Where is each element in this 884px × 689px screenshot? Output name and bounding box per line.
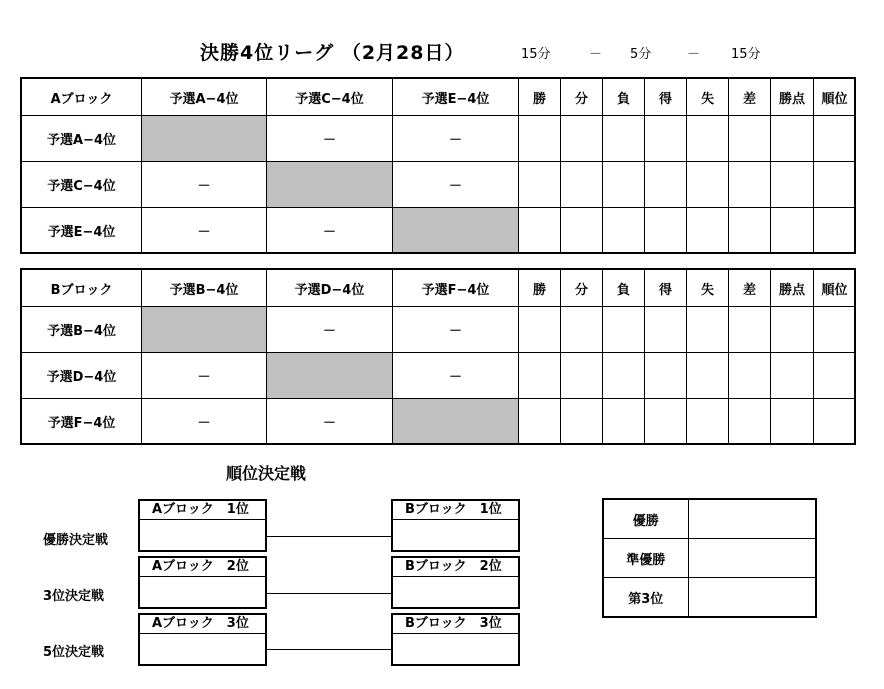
stat-cell: [519, 116, 561, 162]
slot-label: Aブロック 2位: [140, 558, 265, 577]
time-first-half: 15分: [521, 47, 551, 62]
stat-cell: [519, 307, 561, 353]
row-team: 予選E−4位: [22, 208, 142, 254]
stat-cell: [771, 116, 814, 162]
column-losses: 負: [603, 270, 645, 307]
self-match-cell: [142, 116, 267, 162]
bracket-slot-left: [138, 499, 267, 552]
self-match-cell: [393, 399, 519, 445]
bracket-connector: [267, 536, 391, 537]
table-row: [22, 116, 856, 162]
stat-cell: [561, 353, 603, 399]
match-result-cell: －: [393, 162, 519, 208]
block-name: Bブロック: [22, 270, 142, 307]
match-label: 3位決定戦: [43, 589, 105, 604]
league-table-block-a: [21, 78, 856, 254]
bracket-connector: [267, 593, 391, 594]
column-team: 予選E−4位: [393, 79, 519, 116]
stat-cell: [687, 116, 729, 162]
stat-cell: [561, 162, 603, 208]
bracket-slot-left: [138, 613, 267, 666]
result-value: [688, 499, 816, 539]
stat-cell: [771, 208, 814, 254]
column-wins: 勝: [519, 79, 561, 116]
stat-cell: [814, 162, 856, 208]
column-team: 予選B−4位: [142, 270, 267, 307]
stat-cell: [519, 353, 561, 399]
bracket-slot-right: [391, 556, 520, 609]
self-match-cell: [267, 353, 393, 399]
stat-cell: [729, 353, 771, 399]
column-goals-for: 得: [645, 79, 687, 116]
stat-cell: [603, 116, 645, 162]
stat-cell: [561, 116, 603, 162]
stat-cell: [645, 353, 687, 399]
stat-cell: [603, 208, 645, 254]
stat-cell: [519, 208, 561, 254]
stat-cell: [814, 307, 856, 353]
self-match-cell: [142, 307, 267, 353]
column-wins: 勝: [519, 270, 561, 307]
result-value: [688, 578, 816, 618]
self-match-cell: [267, 162, 393, 208]
league-table-block-b: [21, 269, 856, 445]
match-result-cell: －: [393, 307, 519, 353]
match-result-cell: －: [393, 353, 519, 399]
stat-cell: [814, 208, 856, 254]
bracket-slot-right: [391, 499, 520, 552]
stat-cell: [645, 116, 687, 162]
stat-cell: [519, 399, 561, 445]
column-rank: 順位: [814, 79, 856, 116]
match-result-cell: －: [142, 353, 267, 399]
stat-cell: [603, 399, 645, 445]
stat-cell: [814, 399, 856, 445]
column-goals-for: 得: [645, 270, 687, 307]
stat-cell: [561, 208, 603, 254]
time-separator: －: [687, 47, 701, 62]
column-team: 予選A−4位: [142, 79, 267, 116]
stat-cell: [729, 208, 771, 254]
table-row: [22, 208, 856, 254]
row-team: 予選D−4位: [22, 353, 142, 399]
time-second-half: 15分: [731, 47, 761, 62]
stat-cell: [645, 399, 687, 445]
result-label-champion: 優勝: [603, 499, 688, 539]
self-match-cell: [393, 208, 519, 254]
block-name: Aブロック: [22, 79, 142, 116]
stat-cell: [814, 353, 856, 399]
table-row: [22, 307, 856, 353]
table-row: [22, 162, 856, 208]
column-goal-difference: 差: [729, 270, 771, 307]
table-row: [22, 353, 856, 399]
column-team: 予選C−4位: [267, 79, 393, 116]
stat-cell: [771, 307, 814, 353]
bracket-slot-right: [391, 613, 520, 666]
match-result-cell: －: [393, 116, 519, 162]
stat-cell: [645, 208, 687, 254]
stat-cell: [729, 307, 771, 353]
stat-cell: [519, 162, 561, 208]
stat-cell: [645, 307, 687, 353]
stat-cell: [729, 162, 771, 208]
column-team: 予選F−4位: [393, 270, 519, 307]
slot-label: Bブロック 1位: [393, 501, 518, 520]
stat-cell: [771, 353, 814, 399]
match-result-cell: －: [267, 116, 393, 162]
row-team: 予選C−4位: [22, 162, 142, 208]
stat-cell: [771, 162, 814, 208]
column-goal-difference: 差: [729, 79, 771, 116]
stat-cell: [814, 116, 856, 162]
stat-cell: [561, 399, 603, 445]
column-goals-against: 失: [687, 79, 729, 116]
stat-cell: [729, 399, 771, 445]
column-goals-against: 失: [687, 270, 729, 307]
row-team: 予選A−4位: [22, 116, 142, 162]
stat-cell: [687, 307, 729, 353]
column-draws: 分: [561, 79, 603, 116]
stat-cell: [561, 307, 603, 353]
match-result-cell: －: [267, 307, 393, 353]
slot-label: Bブロック 3位: [393, 615, 518, 634]
slot-label: Aブロック 3位: [140, 615, 265, 634]
column-points: 勝点: [771, 270, 814, 307]
result-value: [688, 539, 816, 578]
match-label: 優勝決定戦: [43, 533, 109, 548]
match-result-cell: －: [267, 399, 393, 445]
column-points: 勝点: [771, 79, 814, 116]
slot-label: Aブロック 1位: [140, 501, 265, 520]
stat-cell: [729, 116, 771, 162]
time-separator: －: [589, 47, 603, 62]
stat-cell: [603, 307, 645, 353]
match-result-cell: －: [142, 208, 267, 254]
column-rank: 順位: [814, 270, 856, 307]
stat-cell: [771, 399, 814, 445]
table-row: [22, 399, 856, 445]
page-title: 決勝4位リーグ （2月28日）: [200, 42, 465, 64]
match-result-cell: －: [267, 208, 393, 254]
stat-cell: [687, 162, 729, 208]
row-team: 予選F−4位: [22, 399, 142, 445]
column-draws: 分: [561, 270, 603, 307]
stat-cell: [687, 353, 729, 399]
match-label: 5位決定戦: [43, 645, 105, 660]
row-team: 予選B−4位: [22, 307, 142, 353]
stat-cell: [603, 162, 645, 208]
slot-label: Bブロック 2位: [393, 558, 518, 577]
match-result-cell: －: [142, 162, 267, 208]
result-label-runner-up: 準優勝: [603, 539, 688, 578]
stat-cell: [603, 353, 645, 399]
column-team: 予選D−4位: [267, 270, 393, 307]
bracket-slot-left: [138, 556, 267, 609]
match-result-cell: －: [142, 399, 267, 445]
stat-cell: [687, 208, 729, 254]
playoff-title: 順位決定戦: [226, 464, 307, 483]
stat-cell: [687, 399, 729, 445]
column-losses: 負: [603, 79, 645, 116]
result-label-third: 第3位: [603, 578, 688, 618]
final-results-table: [602, 498, 817, 618]
time-break: 5分: [630, 47, 652, 62]
bracket-connector: [267, 649, 391, 650]
stat-cell: [645, 162, 687, 208]
